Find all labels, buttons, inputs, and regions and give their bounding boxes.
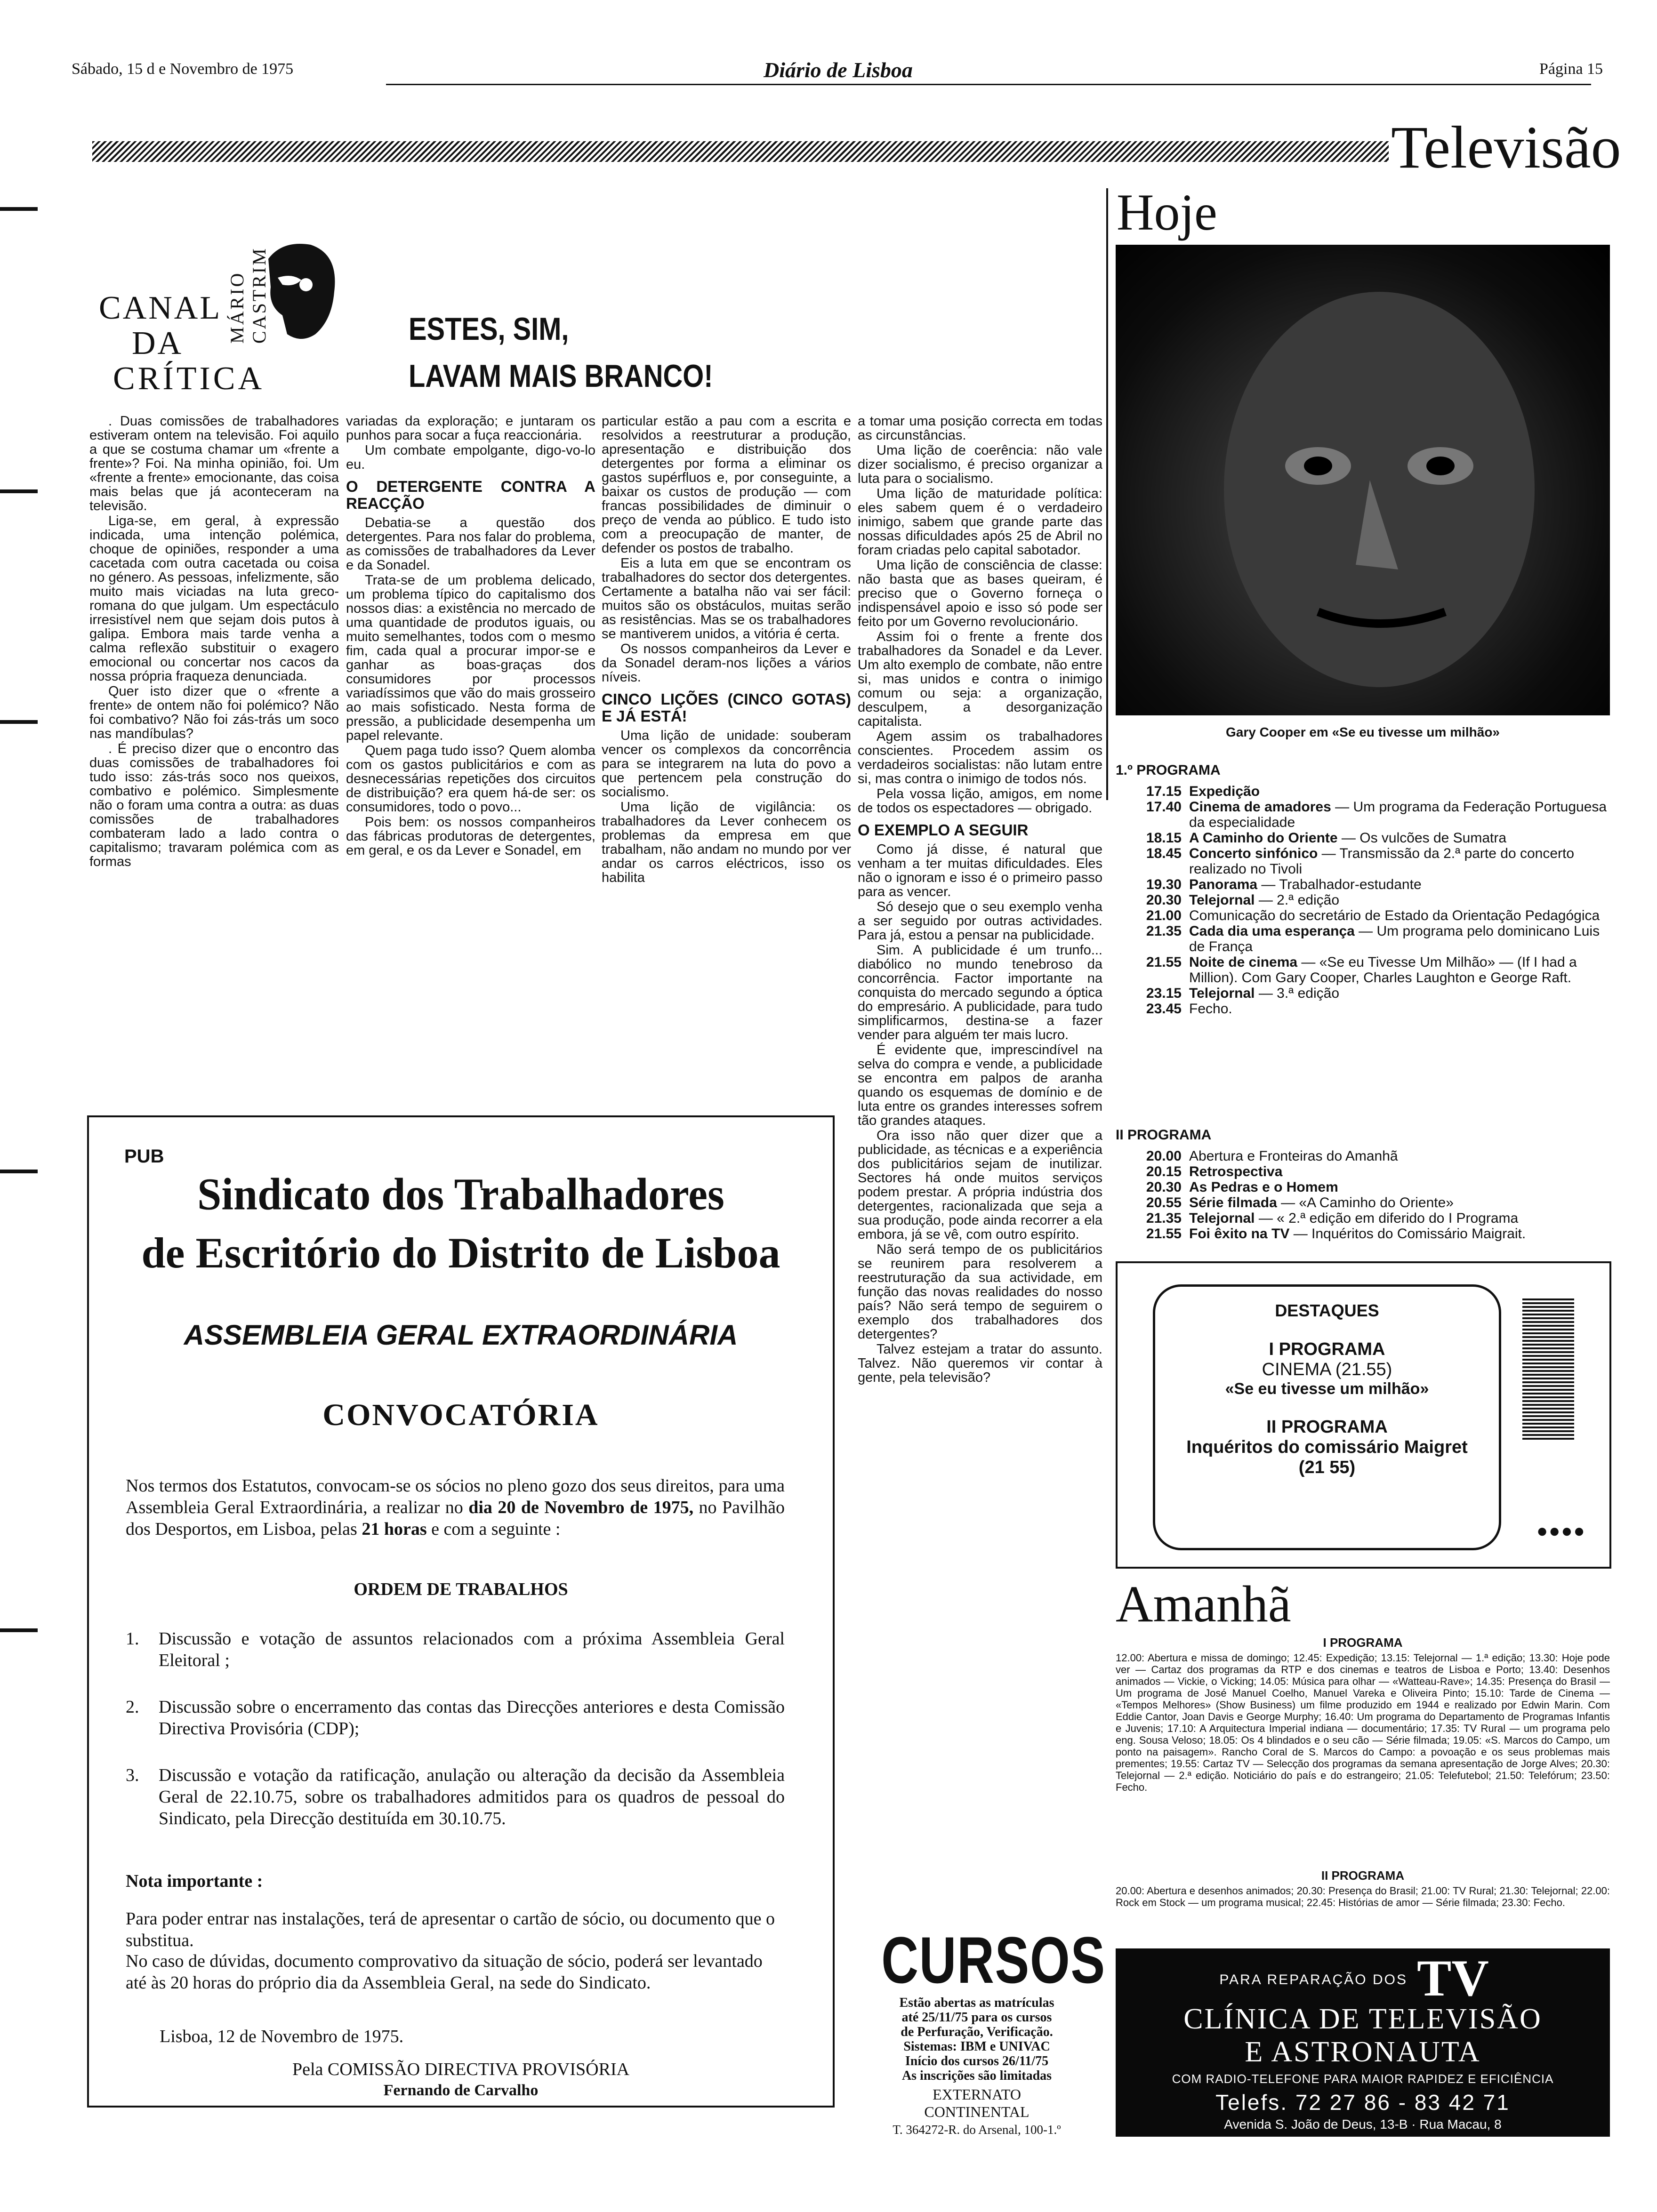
schedule-row — [1116, 954, 1610, 986]
paragraph: Uma lição de maturidade política: eles sabem quem é o verdadeiro inimigo, sabem que grande parte das nossas dificuldades após 25 de Abril no foram criadas pelo capital sabotador. — [858, 486, 1102, 558]
paragraph: Uma lição de consciência de classe: não basta que as bases queiram, é preciso que o Governo forneça o indispensável apoio e isso só pode ser feito por um Governo revolucionário. — [858, 558, 1102, 629]
margin-mark — [0, 489, 38, 493]
repair-radio-line: COM RADIO-TELEFONE PARA MAIOR RAPIDEZ E EFICIÊNCIA — [1172, 2072, 1554, 2086]
tv-speaker-grille — [1522, 1298, 1574, 1440]
tv-repair-advertisement — [1116, 1948, 1610, 2137]
schedule-time: 21.55 — [1146, 954, 1182, 970]
paragraph: Debatia-se a questão dos detergentes. Para nos falar do problema, as comissões de trabalhadores da Lever e da Sonadel. — [346, 515, 595, 573]
schedule-row — [1116, 784, 1610, 799]
cursos-title: CURSOS — [881, 1923, 1106, 1997]
schedule-row — [1116, 877, 1610, 892]
schedule-title: A Caminho do Oriente — [1189, 830, 1338, 846]
agenda-item-text: Discussão e votação de assuntos relacionados com a próxima Assembleia Geral Eleitoral ; — [159, 1629, 785, 1670]
margin-mark — [0, 720, 38, 724]
agenda-item — [126, 1696, 785, 1739]
agenda-title: ORDEM DE TRABALHOS — [354, 1579, 568, 1599]
intro-text: e com a seguinte : — [426, 1519, 561, 1539]
schedule-row — [1116, 1001, 1610, 1017]
agenda-item-text: Discussão e votação da ratificação, anulação ou alteração da decisão da Assembleia Geral de 22.10.75, sobre os trabalhadores admitidos para os quadros de pessoal do Sindicato, pela Direcção destituída em 30.10.75. — [159, 1765, 785, 1828]
prog1-title: 1.º PROGRAMA — [1116, 762, 1221, 778]
schedule-row — [1116, 846, 1610, 877]
schedule-title: Foi êxito na TV — [1189, 1226, 1290, 1242]
amanha-p2-text: 20.00: Abertura e desenhos animados; 20.30: Presença do Brasil; 21.00: TV Rural; 21.30: Telejornal; 22.00: Rock em Stock — um programa musical; 22.45: Histórias de amor — Série filmada; 23.30: Fecho. — [1116, 1885, 1610, 1908]
schedule-time: 20.00 — [1146, 1148, 1182, 1164]
paragraph: Não será tempo de os publicitários se reunirem para resolverem a reestruturação da sua actividade, em função das novas realidades do nosso país? Não será tempo de seguirem o exemplo dos trabalhadores dos detergentes? — [858, 1242, 1102, 1342]
repair-phones: Telefs. 72 27 86 - 83 42 71 — [1215, 2090, 1510, 2115]
schedule-row — [1116, 892, 1610, 908]
schedule-row — [1116, 986, 1610, 1001]
schedule-row — [1116, 1164, 1610, 1179]
schedule-desc: — Um programa pelo dominicano Luis de França — [1189, 923, 1600, 954]
paragraph: Uma lição de unidade: souberam vencer os complexos da concorrência para se integrarem na luta do povo a que pertencem pela construção do socialismo. — [602, 728, 851, 800]
schedule-desc: — Trabalhador-estudante — [1257, 877, 1422, 892]
schedule-title: Retrospectiva — [1189, 1164, 1283, 1179]
article-column-3 — [602, 414, 851, 1092]
agenda-item-number: 2. — [126, 1697, 139, 1717]
paragraph: Um combate empolgante, digo-vo-lo eu. — [346, 443, 595, 472]
cursos-line: Sistemas: IBM e UNIVAC — [903, 2039, 1050, 2054]
headline-line-2: LAVAM MAIS BRANCO! — [409, 358, 713, 394]
amanha-p2-title: II PROGRAMA — [1321, 1868, 1405, 1883]
margin-mark — [0, 1628, 38, 1632]
date-line: Lisboa, 12 de Novembro de 1975. — [160, 2027, 404, 2046]
schedule-time: 23.45 — [1146, 1001, 1182, 1017]
paragraph: Uma lição de coerência: não vale dizer socialismo, é preciso organizar a luta para o socialismo. — [858, 443, 1102, 486]
schedule-desc: — Transmissão da 2.ª parte do concerto realizado no Tivoli — [1189, 846, 1575, 877]
author-portrait-illustration — [249, 240, 344, 344]
paragraph: Trata-se de um problema delicado, um problema típico do capitalismo dos nossos dias: a existência no mercado de uma quantidade de produtos iguais, ou muito semelhantes, todos com o mesmo fim, cada qual a procurar impor-se e ganhar as boas-graças dos consumidores por processos variadíssimos que vão do mais grosseiro ao mais sofisticado. Nesta forma de pressão, a publicidade desempenha um papel relevante. — [346, 573, 595, 743]
destaques-box — [1116, 1261, 1611, 1569]
schedule-desc: — 2.ª edição — [1255, 892, 1340, 908]
paragraph: Como já disse, é natural que venham a ter muitas dificuldades. Eles não o ignoram e isso é o primeiro passo para as vencer. — [858, 842, 1102, 899]
schedule-time: 18.15 — [1146, 830, 1182, 846]
paragraph: variadas da exploração; e juntaram os punhos para socar a fuça reaccionária. — [346, 414, 595, 443]
photo-caption: Gary Cooper em «Se eu tivesse um milhão» — [1225, 725, 1500, 739]
cursos-line: até 25/11/75 para os cursos — [901, 2010, 1052, 2025]
schedule-title: As Pedras e o Homem — [1189, 1179, 1338, 1195]
agenda-item-number: 3. — [126, 1765, 139, 1785]
margin-mark — [0, 1170, 38, 1173]
agenda-item-text: Discussão sobre o encerramento das contas das Direcções anteriores e desta Comissão Directiva Provisória (CDP); — [159, 1697, 785, 1739]
schedule-desc: Comunicação do secretário de Estado da Orientação Pedagógica — [1189, 908, 1600, 923]
schedule-row — [1116, 799, 1610, 830]
schedule-desc: — 3.ª edição — [1255, 986, 1340, 1001]
schedule-desc: Fecho. — [1189, 1001, 1232, 1017]
schedule-row — [1116, 908, 1610, 923]
paragraph: Eis a luta em que se encontram os trabalhadores do sector dos detergentes. Certamente a batalha não vai ser fácil: muitos são os obstáculos, muitas serão as resistências. Mas se os trabalhadores se mantiverem unidos, a vitória é certa. — [602, 556, 851, 641]
intro-time: 21 horas — [362, 1519, 427, 1539]
schedule-time: 23.15 — [1146, 986, 1182, 1001]
amanha-title: Amanhã — [1116, 1575, 1291, 1633]
schedule-row — [1116, 830, 1610, 846]
repair-clinic-name-2: E ASTRONAUTA — [1245, 2036, 1481, 2068]
paragraph: Os nossos companheiros da Lever e da Sonadel deram-nos lições a vários níveis. — [602, 641, 851, 685]
schedule-time: 20.15 — [1146, 1164, 1182, 1179]
tv-column-divider — [1106, 188, 1108, 800]
destaques-p2-title: II PROGRAMA — [1266, 1417, 1388, 1437]
tv-screen-frame — [1153, 1284, 1501, 1550]
schedule-time: 21.35 — [1146, 1210, 1182, 1226]
prog2-list — [1116, 1148, 1610, 1242]
cursos-line: Início dos cursos 26/11/75 — [905, 2054, 1049, 2068]
paragraph: Assim foi o frente a frente dos trabalhadores da Sonadel e da Lever. Um alto exemplo de combate, não entre si, mas unidos e contra o inimigo comum ou seja: a organização, desculpem, a desorganização capitalista. — [858, 629, 1102, 729]
repair-address: Avenida S. João de Deus, 13-B · Rua Macau, 8 — [1224, 2117, 1502, 2132]
schedule-row — [1116, 1226, 1610, 1242]
margin-mark — [0, 207, 38, 211]
amanha-p1-text: 12.00: Abertura e missa de domingo; 12.45: Expedição; 13.15: Telejornal — 1.ª edição; 13.30: Hoje pode ver — Cartaz dos programas da RTP e dos cinemas e teatros de Lisboa e Porto; 13.40: Desenhos animados — Vickie, o Vicking; 14.05: Música para olhar — «Watteau-Rave»; 14.35: Presença do Brasil — Um programa de José Manuel Coelho, Manuel Vareka e Oliveira Pinto; 15.10: Tarde de Cinema — «Tempos Melhores» (Show Business) um filme produzido em 1944 e realizado por Edwin Marin. Com Eddie Cantor, Joan Davis e George Murphy; 16.40: Um programa do Departamento de Programas Infantis e Juvenis; 17.10: A Arquitectura Imperial indiana — documentário; 17.35: TV Rural — um programa pelo eng. Sousa Veloso; 18.05: Os 4 blindados e o seu cão — Série filmada; 19.05: «S. Marcos do Campo, um ponto na paisagem». Rancho Coral de S. Marcos do Campo: a povoação e os seus problemas mais prementes; 19.55: Cartaz TV — Selecção dos programas da semana apresentação de Jorge Alves; 20.30: Telejornal — 2.ª edição. Noticiário do país e do estrangeiro; 21.05: Telefutebol; 21.50: Telefórum; 23.50: Fecho. — [1116, 1652, 1610, 1793]
article-column-2 — [346, 414, 595, 1092]
schedule-title: Cinema de amadores — [1189, 799, 1331, 815]
schedule-row — [1116, 923, 1610, 954]
schedule-row — [1116, 1179, 1610, 1195]
subhead-detergente: O DETERGENTE CONTRA A REACÇÃO — [346, 478, 595, 512]
logo-canal: CANAL — [99, 290, 222, 326]
schedule-title: Telejornal — [1189, 892, 1255, 908]
assembly-title: ASSEMBLEIA GERAL EXTRAORDINÁRIA — [184, 1319, 738, 1351]
issue-date: Sábado, 15 d e Novembro de 1975 — [72, 60, 294, 78]
schedule-time: 20.55 — [1146, 1195, 1182, 1210]
schedule-time: 21.35 — [1146, 923, 1182, 939]
schedule-title: Panorama — [1189, 877, 1258, 892]
prog1-list — [1116, 784, 1610, 1017]
sindicato-advertisement — [87, 1115, 835, 2108]
agenda-item — [126, 1764, 785, 1829]
paragraph: . É preciso dizer que o encontro das duas comissões de trabalhadores foi tudo isso: zás-trás soco nos queixos, combativo e polémico. Simplesmente não o foram uma contra a outra: as duas comissões de trabalhadores combateram lado a lado contra o capitalismo; travaram polémica com as formas — [89, 741, 339, 869]
intro-text: Nos termos dos Estatutos, convocam-se os sócios no pleno gozo dos seus direitos, para uma Assembleia Geral Extraordinária, a realizar no — [126, 1476, 785, 1517]
note-title: Nota importante : — [126, 1871, 263, 1891]
schedule-desc: — «A Caminho do Oriente» — [1277, 1195, 1454, 1210]
schedule-title: Telejornal — [1189, 986, 1255, 1001]
section-title: Televisão — [1391, 114, 1621, 181]
school-name: EXTERNATO — [933, 2086, 1021, 2103]
destaques-title: DESTAQUES — [1275, 1301, 1379, 1320]
schedule-time: 20.30 — [1146, 1179, 1182, 1195]
headline-line-1: ESTES, SIM, — [409, 311, 569, 347]
destaques-p1-title: I PROGRAMA — [1269, 1339, 1385, 1359]
hoje-title: Hoje — [1117, 184, 1217, 241]
agenda-item — [126, 1628, 785, 1671]
agenda-item-number: 1. — [126, 1629, 139, 1649]
article-column-4 — [858, 414, 1102, 1892]
tv-knobs: ●●●● — [1536, 1520, 1586, 1541]
union-name-line-1: Sindicato dos Trabalhadores — [197, 1169, 724, 1219]
paragraph: particular estão a pau com a escrita e resolvidos a reestruturar a produção, apresentação e distribuição dos detergentes por forma a eliminar os gastos supérfluos e, por conseguinte, a baixar os custos de produção — com francas possibilidades de diminuir o preço de venda ao público. E tudo isto com a preocupação de manter, de defender os postos de trabalho. — [602, 414, 851, 556]
convocation-intro — [126, 1475, 785, 1540]
paragraph: Pela vossa lição, amigos, em nome de todos os espectadores — obrigado. — [858, 786, 1102, 816]
subhead-exemplo: O EXEMPLO A SEGUIR — [858, 821, 1029, 839]
schedule-row — [1116, 1195, 1610, 1210]
masthead: Diário de Lisboa — [758, 57, 918, 82]
intro-text: no Pavilhão dos Desportos, em Lisboa, pelas — [126, 1498, 785, 1539]
paragraph: Quem paga tudo isso? Quem alomba com os gastos publicitários e com as desnecessárias repetições dos circuitos de distribuição? era quem há-de ser: os consumidores, todo o povo... — [346, 743, 595, 815]
cursos-advertisement — [854, 1923, 1106, 2170]
cursos-line: de Perfuração, Verificação. — [901, 2025, 1053, 2039]
paragraph: . Duas comissões de trabalhadores estiveram ontem na televisão. Foi aquilo a que se costuma chamar um «frente a frente»? Foi. Na minha opinião, foi. Um «frente a frente» emocionante, das coisa mais belas que já aconteceram na televisão. — [89, 414, 339, 513]
note-text-1: Para poder entrar nas instalações, terá de apresentar o cartão de sócio, ou documento que o substitua. — [126, 1909, 775, 1950]
repair-clinic-name: CLÍNICA DE TELEVISÃO — [1183, 2003, 1542, 2035]
cursos-line: Estão abertas as matrículas — [899, 1996, 1054, 2010]
photo-face-shading — [1116, 245, 1610, 715]
article-column-1 — [89, 414, 339, 1092]
paragraph: Quer isto dizer que o «frente a frente» de ontem não foi polémico? Não foi combativo? Não foi zás-trás um soco nas mandíbulas? — [89, 684, 339, 741]
prog2-title: II PROGRAMA — [1116, 1127, 1212, 1143]
note-text-2: No caso de dúvidas, documento comprovativo da situação de sócio, poderá ser levantado até às 20 horas do próprio dia da Assembleia Geral, na sede do Sindicato. — [126, 1951, 763, 1993]
convocatoria-title: CONVOCATÓRIA — [322, 1398, 599, 1432]
paragraph: Só desejo que o seu exemplo venha a ser seguido por outras actividades. Para já, estou a pensar na publicidade. — [858, 899, 1102, 943]
destaques-p2-line: Inquéritos do comissário Maigret (21 55) — [1186, 1437, 1468, 1477]
schedule-desc: — Um programa da Federação Portuguesa da especialidade — [1189, 799, 1607, 830]
schedule-title: Série filmada — [1189, 1195, 1277, 1210]
amanha-p1-title: I PROGRAMA — [1323, 1635, 1403, 1650]
paragraph: Liga-se, em geral, à expressão indicada, uma intenção polémica, choque de opiniões, responder a uma cacetada com outra cacetada ou coisa no género. As pessoas, infelizmente, são muito mais viciadas na luta greco-romana do que julgam. Um espectáculo irresistível nem que sejam dois putos à galipa. Embora mais tarde venha a calma reflexão substituir o exagero emocional ou concertar nos cacos da nossa própria fraqueza denunciada. — [89, 513, 339, 684]
school-name: CONTINENTAL — [924, 2103, 1030, 2120]
destaques-p1-line: CINEMA (21.55) — [1262, 1360, 1392, 1379]
schedule-title: Expedição — [1189, 784, 1260, 799]
signatory: Fernando de Carvalho — [383, 2082, 539, 2099]
schedule-time: 18.45 — [1146, 846, 1182, 861]
paragraph: Talvez estejam a tratar do assunto. Talvez. Não queremos vir contar à gente, pela televisão? — [858, 1342, 1102, 1385]
schedule-row — [1116, 1210, 1610, 1226]
signed-by: Pela COMISSÃO DIRECTIVA PROVISÓRIA — [292, 2060, 630, 2079]
schedule-desc: — «Se eu Tivesse Um Milhão» — (If I had a Million). Com Gary Cooper, Charles Laughton e George Raft. — [1189, 954, 1577, 986]
paragraph: É evidente que, imprescindível na selva do compra e vende, a publicidade se encontra em palpos de aranha quando os esquemas de domínio e de luta entre os grandes interesses sofrem tão grandes ataques. — [858, 1042, 1102, 1128]
schedule-row — [1116, 1148, 1610, 1164]
schedule-title: Telejornal — [1189, 1210, 1255, 1226]
schedule-title: Cada dia uma esperança — [1189, 923, 1355, 939]
schedule-time: 17.15 — [1146, 784, 1182, 799]
paragraph: Agem assim os trabalhadores conscientes. Procedem assim os verdadeiros socialistas: não lutam entre si, mas contra o inimigo de todos nós. — [858, 729, 1102, 786]
schedule-title: Noite de cinema — [1189, 954, 1298, 970]
schedule-desc: — Inquéritos do Comissário Maigrait. — [1289, 1226, 1526, 1242]
paragraph: Pois bem: os nossos companheiros das fábricas produtoras de detergentes, em geral, e os da Lever e Sonadel, em — [346, 815, 595, 858]
schedule-desc: — Os vulcões de Sumatra — [1337, 830, 1507, 846]
schedule-desc: Abertura e Fronteiras do Amanhã — [1189, 1148, 1398, 1164]
header-rule — [386, 84, 1591, 85]
column-logo — [99, 188, 344, 395]
pub-tag: PUB — [124, 1146, 164, 1167]
schedule-time: 19.30 — [1146, 877, 1182, 892]
paragraph: Uma lição de vigilância: os trabalhadores da Lever conhecem os problemas da empresa em que trabalham, não andam no mundo por ver andar os carros eléctricos, isso os habilita — [602, 800, 851, 885]
page-number: Página 15 — [1539, 60, 1603, 78]
column-author: MÁRIO CASTRIM — [226, 247, 270, 344]
repair-small-text: PARA REPARAÇÃO DOS — [1219, 1972, 1408, 1988]
paragraph: Ora isso não quer dizer que a publicidade, as técnicas e a experiência dos publicitários sejam de inutilizar. Sectores há onde muitos serviços podem prestar. A própria indústria dos detergentes, racionalizada que seja a sua produção, pode ainda recorrer a ela embora, já se vê, com outro espírito. — [858, 1128, 1102, 1242]
destaques-p1-film: «Se eu tivesse um milhão» — [1225, 1380, 1429, 1398]
schedule-desc: — « 2.ª edição em diferido do I Programa — [1255, 1210, 1519, 1226]
schedule-time: 21.55 — [1146, 1226, 1182, 1242]
schedule-time: 17.40 — [1146, 799, 1182, 815]
schedule-title: Concerto sinfónico — [1189, 846, 1318, 861]
schedule-time: 20.30 — [1146, 892, 1182, 908]
repair-tv: TV — [1417, 1949, 1489, 2007]
gary-cooper-photo — [1116, 245, 1610, 715]
paragraph: a tomar uma posição correcta em todas as circunstâncias. — [858, 414, 1102, 443]
logo-da: DA — [132, 325, 184, 361]
paragraph: Sim. A publicidade é um trunfo... diabólico no mundo tenebroso da concorrência. Factor importante na conquista do mercado segundo a óptica do empresário. A publicidade, para tudo simplificarmos, destina-se a fazer vender para alguém ter mais lucro. — [858, 943, 1102, 1042]
schedule-time: 21.00 — [1146, 908, 1182, 923]
cursos-line: As inscrições são limitadas — [901, 2068, 1052, 2083]
subhead-cinco-licoes: CINCO LIÇÕES (CINCO GOTAS) E JÁ ESTÁ! — [602, 690, 851, 725]
union-name-line-2: de Escritório do Distrito de Lisboa — [141, 1229, 780, 1277]
logo-critica: CRÍTICA — [113, 361, 265, 397]
intro-date: dia 20 de Novembro de 1975, — [468, 1498, 694, 1517]
school-address: T. 364272-R. do Arsenal, 100-1.º — [893, 2123, 1061, 2137]
section-hatch-bar — [92, 141, 1389, 162]
